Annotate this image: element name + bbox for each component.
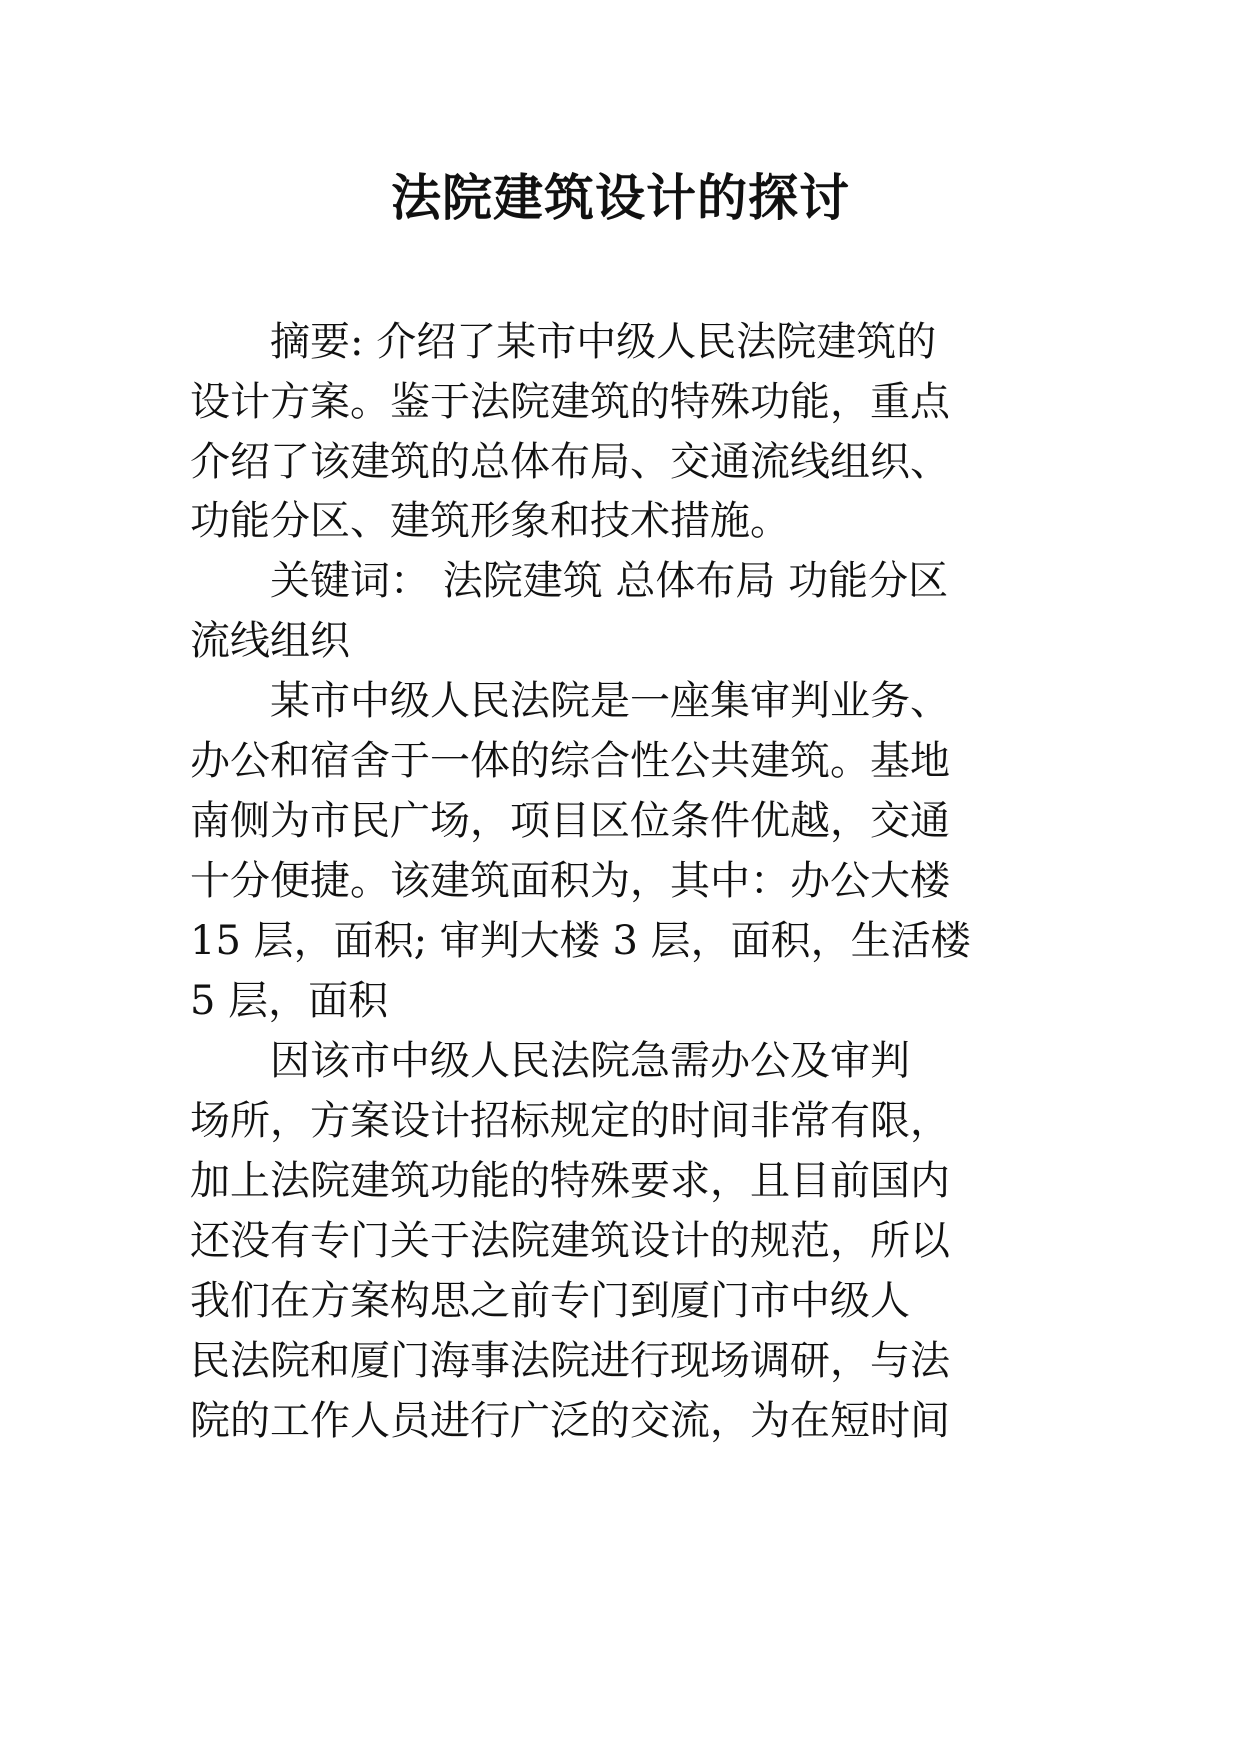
body-line-7: 因该市中级人民法院急需办公及审判: [190, 1038, 910, 1084]
body-line-4: 十分便捷。该建筑面积为，其中：办公大楼: [190, 858, 950, 904]
body-line-12: 民法院和厦门海事法院进行现场调研，与法: [190, 1338, 950, 1384]
body-line-3: 南侧为市民广场，项目区位条件优越，交通: [190, 798, 950, 844]
body-line-2: 办公和宿舍于一体的综合性公共建筑。基地: [190, 738, 950, 784]
body-line-6: 5 层，面积: [190, 978, 389, 1024]
keywords-line-2: 流线组织: [190, 618, 350, 664]
abstract-line-1: 摘要: 介绍了某市中级人民法院建筑的: [190, 319, 937, 365]
document-title: 法院建筑设计的探讨: [391, 168, 850, 227]
abstract-line-3: 介绍了该建筑的总体布局、交通流线组织、: [190, 439, 950, 485]
abstract-line-4: 功能分区、建筑形象和技术措施。: [190, 498, 790, 544]
body-line-10: 还没有专门关于法院建筑设计的规范，所以: [190, 1218, 950, 1264]
abstract-line-2: 设计方案。鉴于法院建筑的特殊功能，重点: [190, 379, 950, 425]
body-line-8: 场所，方案设计招标规定的时间非常有限，: [190, 1098, 950, 1144]
body-line-11: 我们在方案构思之前专门到厦门市中级人: [190, 1278, 910, 1324]
body-line-13: 院的工作人员进行广泛的交流，为在短时间: [190, 1398, 950, 1444]
body-line-5: 15 层，面积; 审判大楼 3 层，面积，生活楼: [190, 918, 971, 964]
body-line-9: 加上法院建筑功能的特殊要求，且目前国内: [190, 1158, 950, 1204]
keywords-line-1: 关键词： 法院建筑 总体布局 功能分区: [190, 558, 949, 604]
body-line-1: 某市中级人民法院是一座集审判业务、: [190, 678, 950, 724]
